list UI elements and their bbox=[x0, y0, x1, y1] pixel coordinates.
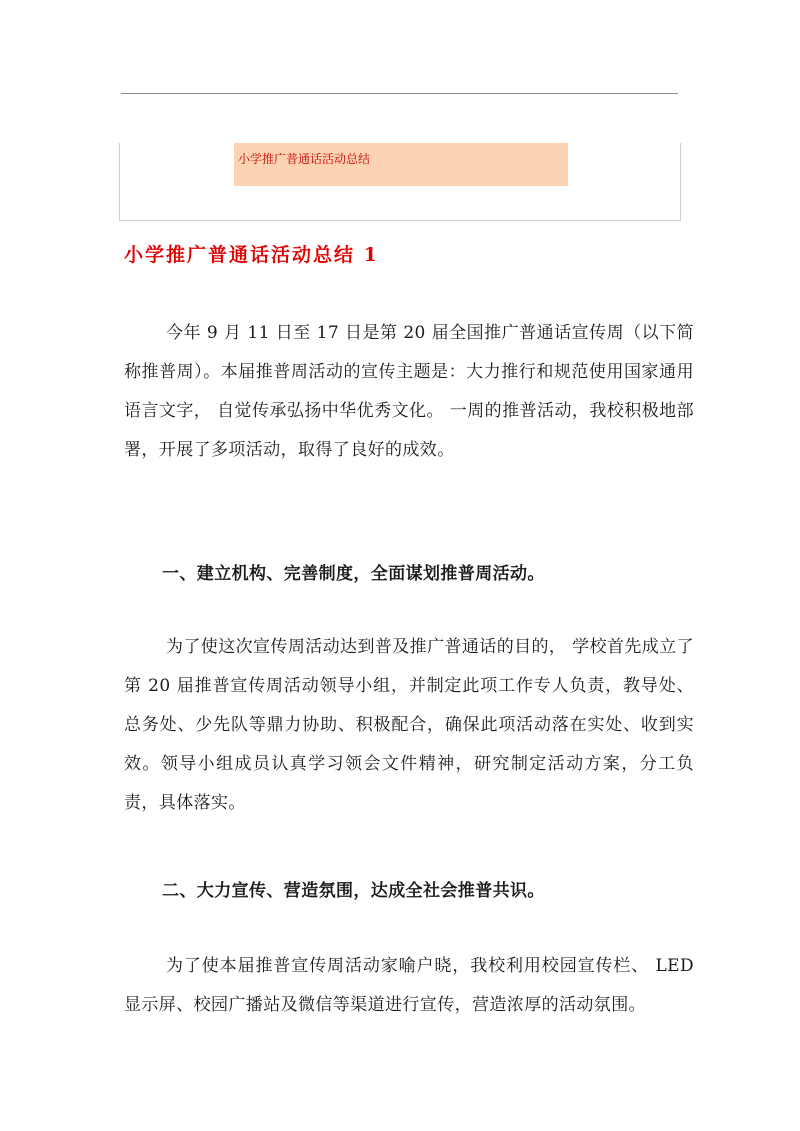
section-paragraph-2: 为了使本届推普宣传周活动家喻户晓，我校利用校园宣传栏、 LED 显示屏、校园广播站及微信等渠道进行宣传，营造浓厚的活动氛围。 bbox=[124, 956, 694, 1015]
section-heading-2: 二、大力宣传、营造氛围，达成全社会推普共识。 bbox=[162, 881, 545, 901]
document-title: 小学推广普通话活动总结 1 bbox=[124, 244, 379, 266]
header-rule bbox=[121, 93, 678, 94]
section-heading-1: 一、建立机构、完善制度，全面谋划推普周活动。 bbox=[162, 564, 545, 584]
intro-paragraph: 今年 9 月 11 日至 17 日是第 20 届全国推广普通话宣传周（以下简称推普周）。本届推普周活动的宣传主题是：大力推行和规范使用国家通用语言文字， 自觉传承弘扬中华优秀文化。 一周的推普活动，我校积极地部署，开展了多项活动，取得了良好的成效。 bbox=[124, 323, 694, 460]
header-banner bbox=[119, 143, 681, 221]
banner-label: 小学推广普通话活动总结 bbox=[238, 152, 371, 166]
section-paragraph-1: 为了使这次宣传周活动达到普及推广普通话的目的， 学校首先成立了第 20 届推普宣传周活动领导小组，并制定此项工作专人负责，教导处、总务处、少先队等鼎力协助、积极配合，确保此项活动落在实处、收到实效。领导小组成员认真学习领会文件精神，研究制定活动方案，分工负责，具体落实。 bbox=[124, 637, 694, 813]
banner-highlight bbox=[234, 143, 568, 186]
